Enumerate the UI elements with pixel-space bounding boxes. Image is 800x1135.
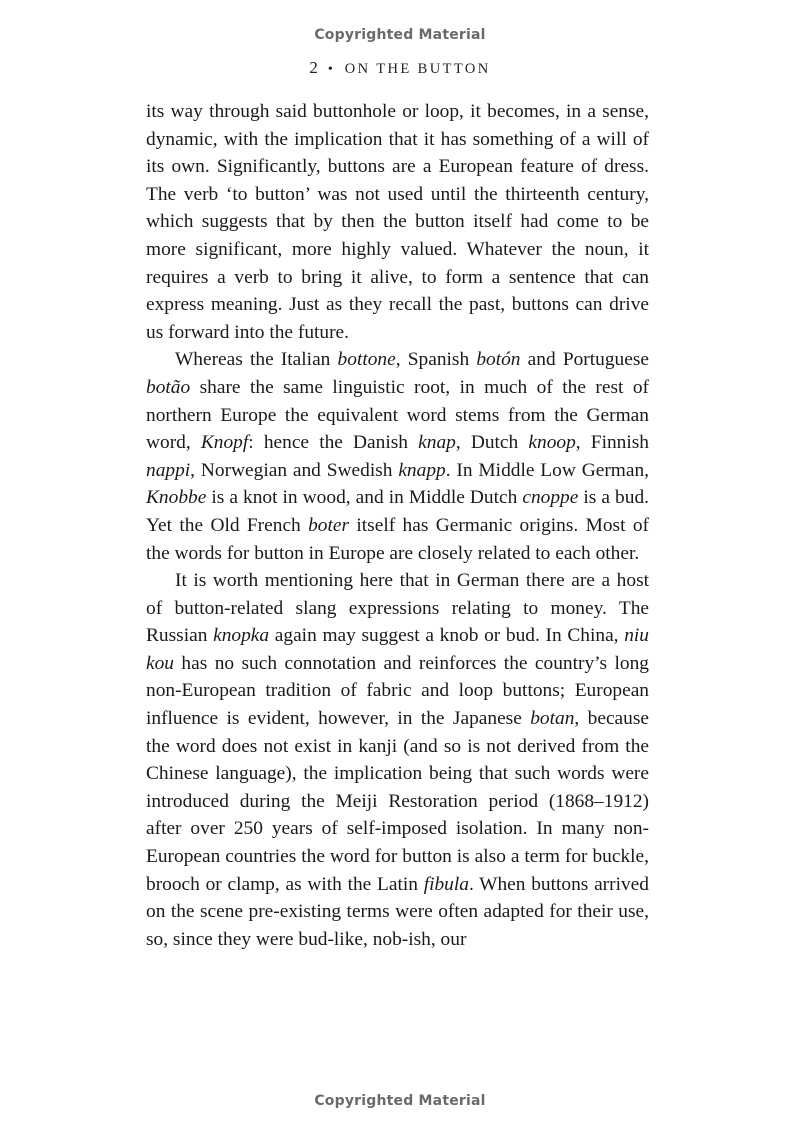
copyright-watermark-bottom: Copyrighted Material [314,1093,486,1109]
italic-term: botón [476,349,521,371]
text-run: , because the word does not exist in kanji (and so is not derived from the Chinese language), the implication being that such words were introduced during the Meiji Restoration period (1868–1912) after over 250 years of self-imposed isolation. In many non-European countries the word for button is also a term for buckle, brooch or clamp, as with the Latin [146,708,650,895]
italic-term: knopka [213,625,270,647]
italic-term: botão [146,376,191,398]
text-run: and Portuguese [520,349,649,371]
italic-term: boter [308,514,350,536]
text-run: is a bud. Yet the Old French [146,487,649,536]
italic-term: botan [530,708,575,730]
italic-term: knap [418,432,456,454]
text-run: . When buttons arrived on the scene pre-existing terms were often adapted for their use, so, since they were bud-like, nob-ish, our [146,873,649,950]
italic-term: Knobbe [146,487,207,509]
italic-term: fibula [423,873,469,895]
text-run: , Spanish [395,349,477,371]
paragraph [146,98,649,346]
italic-term: knoop [528,432,576,454]
page-number: 2 [309,58,318,77]
italic-term: Knopf [200,432,249,454]
text-run: itself has Germanic origins. Most of the words for button in Europe are closely related to each other. [146,514,649,564]
text-run: , Dutch [455,432,529,454]
bullet-separator: • [327,62,335,77]
italic-term: bottone [337,349,396,371]
text-run: Whereas the Italian [175,349,338,371]
chapter-title: ON THE BUTTON [344,61,491,77]
text-run: It is worth mentioning here that in German there are a host of button-related slang expressions relating to money. The Russian [146,570,649,647]
text-run: its way through said buttonhole or loop, it becomes, in a sense, dynamic, with the implication that it has something of a will of its own. Significantly, buttons are a European feature of dress. The verb ‘to button’ was not used until the thirteenth century, which suggests that by then the button itself had come to be more significant, more highly valued. Whatever the noun, it requires a verb to bring it alive, to form a sentence that can express meaning. Just as they recall the past, buttons can drive us forward into the future. [146,101,649,343]
running-head [0,58,800,78]
text-run: , Norwegian and Swedish [190,459,399,481]
italic-term: nappi [146,459,191,481]
italic-term: niu kou [146,625,649,674]
text-run: has no such connotation and reinforces the country’s long non-European tradition of fabric and loop buttons; European influence is evident, however, in the Japanese [146,652,649,730]
text-run: again may suggest a knob or bud. In China, [269,625,625,647]
text-run: . In Middle Low German, [445,459,650,481]
text-run: , Finnish [575,432,649,454]
body-text [146,98,649,953]
italic-term: cnoppe [522,487,579,509]
text-run: : hence the Danish [248,432,419,454]
text-run: is a knot in wood, and in Middle Dutch [206,487,523,509]
text-run: share the same linguistic root, in much of the rest of northern Europe the equivalent word stems from the German word, [146,376,649,454]
italic-term: knapp [398,459,446,481]
paragraph [146,567,649,953]
copyright-watermark-top: Copyrighted Material [314,27,486,43]
paragraph [146,346,649,567]
